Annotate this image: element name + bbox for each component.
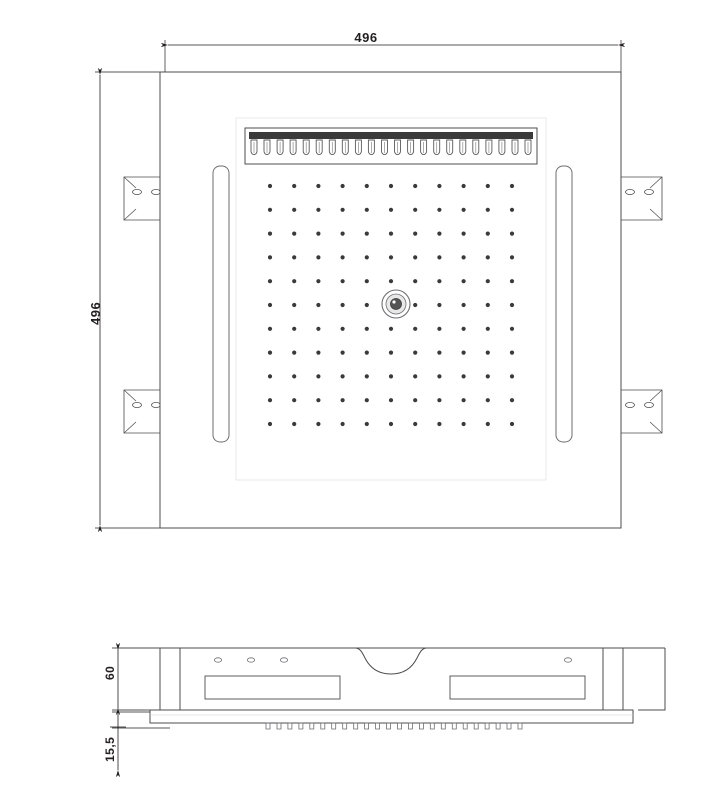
dimension-label-faceplate-depth: 15,5 <box>103 736 117 762</box>
section-right-flange <box>638 648 665 710</box>
top-view <box>95 40 662 528</box>
led-strip-right <box>556 166 572 442</box>
mounting-bracket-right-top <box>621 177 662 220</box>
mounting-bracket-left-top <box>124 177 165 220</box>
section-faceplate <box>150 710 633 723</box>
cascade-outlet-bar <box>245 128 537 164</box>
mounting-bracket-right-bottom <box>621 390 662 433</box>
section-nozzle-teeth <box>266 723 522 729</box>
section-chamber-right <box>450 676 585 699</box>
led-strip-left <box>213 166 229 442</box>
center-jet <box>382 290 410 318</box>
dimension-label-body-depth: 60 <box>103 665 117 680</box>
dimension-label-height: 496 <box>88 301 103 325</box>
side-section-view <box>110 648 665 770</box>
section-chamber-left <box>205 676 340 699</box>
dimension-label-width: 496 <box>354 30 378 45</box>
height-extension-lines <box>95 72 160 528</box>
section-left-flange <box>118 648 145 710</box>
mounting-bracket-left-bottom <box>124 390 165 433</box>
